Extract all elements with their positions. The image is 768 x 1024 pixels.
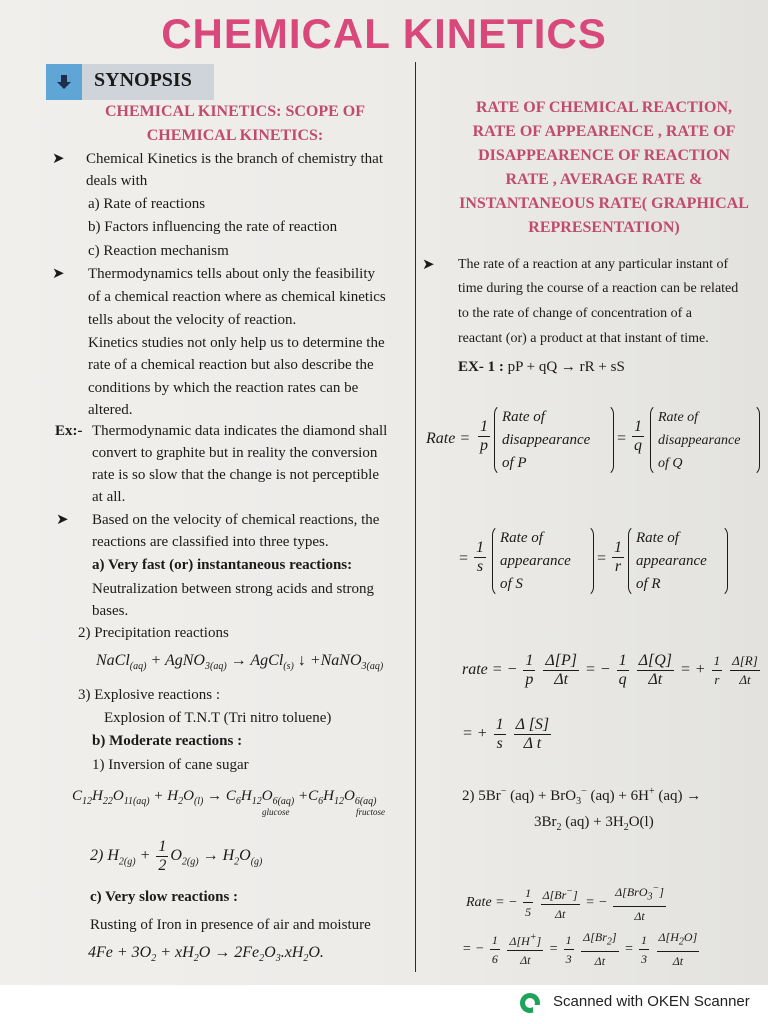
rate-of-text: Rate of <box>500 530 543 546</box>
disappearance-text: disappearance <box>502 432 591 448</box>
list-item: a) Rate of reactions <box>88 196 206 212</box>
equation-cane-sugar: $C_{12}H_{22}O_{11(aq)} + H_2O_{(l)} \to C_6H_{12}O_{6(aq)} +C_6H_{12}O_{6(aq)}$ <box>72 788 377 807</box>
rate-lc: rate <box>462 661 488 679</box>
right-heading-line6: REPRESENTATION) <box>528 219 680 236</box>
fraction-1-over-q: $\frac{1}{q}$ <box>634 418 642 454</box>
rate-of-text: Rate of <box>502 409 545 425</box>
text-line: conditions by which the reaction rates can be <box>88 380 359 396</box>
example-2-products: $3Br_2$ $(aq) + 3H_2O(l)$ <box>534 814 654 833</box>
list-item: 1) Inversion of cane sugar <box>92 757 249 773</box>
text-line: of a chemical reaction where as chemical kinetics <box>88 289 386 305</box>
text-line: altered. <box>88 402 133 418</box>
text-line: The rate of a reaction at any particular instant of <box>458 257 729 272</box>
text-line: rate of a chemical reaction but also describe the <box>88 357 374 373</box>
text-line: Kinetics studies not only help us to determine the <box>88 335 385 351</box>
column-divider <box>415 62 416 972</box>
equation-hydrogen: 2) $H_{2(g)}$ + $\frac{1}{2}$ $O_{2(g)} \to H_2O_{(g)}$ <box>90 838 263 874</box>
example-2-equation: 2) 5Br− (aq) + BrO$_3$− (aq) + 6H+ (aq) → <box>462 786 702 807</box>
subheading-slow: c) Very slow reactions : <box>90 889 239 905</box>
text-line: bases. <box>92 603 129 619</box>
synopsis-box <box>46 64 214 100</box>
appearance-text: appearance <box>500 553 571 569</box>
bullet-icon: ➤ <box>422 257 435 273</box>
rate-word: Rate <box>466 894 492 910</box>
text-line: Thermodynamic data indicates the diamond shall <box>92 423 388 439</box>
example-label: Ex:- <box>55 423 83 439</box>
text-line: time during the course of a reaction can be related <box>458 281 739 296</box>
text-line: Neutralization between strong acids and strong <box>92 581 374 597</box>
of-R-text: of R <box>636 576 661 592</box>
list-item: c) Reaction mechanism <box>88 243 229 259</box>
equals-sign: = <box>596 550 607 567</box>
list-item: 2) Precipitation reactions <box>78 625 229 641</box>
of-Q-text: of Q <box>658 456 683 471</box>
right-heading-line4: RATE , AVERAGE RATE & <box>505 171 703 188</box>
rate-of-text: Rate of <box>636 530 679 546</box>
left-heading-line2: CHEMICAL KINETICS: <box>146 127 324 144</box>
text-line: rate is so slow that the change is not perceptible <box>92 467 379 483</box>
right-heading-line2: RATE OF APPEARENCE , RATE OF <box>472 123 736 140</box>
right-heading-line5: INSTANTANEOUS RATE( GRAPHICAL <box>459 195 749 212</box>
scanner-footer <box>0 985 768 1024</box>
text-line: at all. <box>92 489 126 505</box>
list-item: b) Factors influencing the rate of reaction <box>88 219 338 235</box>
example-2-label: 2) <box>462 788 475 804</box>
appearance-text: appearance <box>636 553 707 569</box>
rate-word: Rate <box>426 430 456 447</box>
left-heading <box>60 100 410 148</box>
right-heading <box>440 96 768 240</box>
rate-expression-2: = + $\frac{1}{s}$ $\frac{\Delta [S]}{\text{Δ t}}$ <box>462 716 550 752</box>
appearance-of-S <box>500 527 571 596</box>
fraction-1-over-p: $\frac{1}{p}$ <box>480 418 488 454</box>
text-line: reactions are classified into three types. <box>92 534 329 550</box>
example-1: EX- 1 : pP + qQ → rR + sS <box>458 359 625 375</box>
subheading-fast: a) Very fast (or) instantaneous reactions: <box>92 557 353 573</box>
appearance-of-R <box>636 527 707 596</box>
text-line: deals with <box>86 173 148 189</box>
fraction-1-over-s: $\frac{1}{s}$ <box>476 539 484 575</box>
text-line: Rusting of Iron in presence of air and moisture <box>90 917 371 933</box>
text-line: reactant (or) a product at that instant of time. <box>458 331 709 346</box>
text-line: convert to graphite but in reality the conversion <box>92 445 378 461</box>
disappearance-of-P <box>502 406 590 475</box>
of-S-text: of S <box>500 576 523 592</box>
down-arrow-icon <box>46 64 82 100</box>
equation-precipitation: NaCl$_{(aq)}$ + AgNO$_{3(aq)}$ → AgCl$_{(s)}$ ↓ +NaNO$_{3(aq)}$ <box>96 652 384 673</box>
subheading-moderate: b) Moderate reactions : <box>92 733 243 749</box>
disappearance-of-Q <box>658 406 740 475</box>
fraction-1-over-r: $\frac{1}{r}$ <box>614 539 622 575</box>
bullet-icon: ➤ <box>56 512 69 528</box>
equation-rusting: $4Fe + 3O_2 + xH_2O \to 2Fe_2O_3.xH_2O$. <box>88 944 324 965</box>
glucose-label: glucose <box>262 807 290 817</box>
left-heading-line1: CHEMICAL KINETICS: SCOPE OF <box>104 103 366 120</box>
text-line: Chemical Kinetics is the branch of chemistry that <box>86 151 383 167</box>
bullet-icon: ➤ <box>52 266 65 282</box>
rate-label: Rate = <box>426 430 471 447</box>
right-heading-line3: DISAPPEARENCE OF REACTION <box>478 147 730 164</box>
rate-expression-1: rate = − $\frac{1}{p}$ $\frac{\Delta[P]}{\Delta t}$ = − $\frac{1}{q}$ $\frac{\Delta[Q]}{\Delta t}$ = + $\frac{1}{r}$ $\frac{\Delta[R]}{\Delta t}$ <box>462 652 758 688</box>
scanner-watermark-text: Scanned with OKEN Scanner <box>553 993 750 1010</box>
bullet-icon: ➤ <box>52 151 65 167</box>
equals-sign: = <box>616 430 627 447</box>
fructose-label: fructose <box>356 807 385 817</box>
synopsis-label: SYNOPSIS <box>94 69 192 91</box>
of-P-text: of P <box>502 455 527 471</box>
example-1-label: EX- 1 : <box>458 359 504 375</box>
list-item: 3) Explosive reactions : <box>78 687 221 703</box>
disappearance-text: disappearance <box>658 433 741 448</box>
rate-of-text: Rate of <box>658 410 699 425</box>
rate-expression-3: Rate = − $\frac{1}{5}$ $\frac{\Delta[Br^-]}{\Delta t}$ = − $\frac{\Delta[BrO_3^-]}{\Delta t}$ <box>466 880 668 925</box>
page-title: CHEMICAL KINETICS <box>161 10 607 57</box>
text-line: to the rate of change of concentration of a <box>458 306 693 321</box>
text-line: Based on the velocity of chemical reactions, the <box>92 512 380 528</box>
rate-expression-4: = − $\frac{1}{6}$ $\frac{\Delta[H^+]}{\Delta t}$ = $\frac{1}{3}$ $\frac{\Delta[Br_2]}{\Delta t}$ = $\frac{1}{3}$ $\frac{\Delta[H_2O]}{\Delta t}$ <box>462 930 698 969</box>
equals-sign: = <box>458 550 469 567</box>
oken-scanner-logo-icon <box>519 992 541 1014</box>
text-line: Explosion of T.N.T (Tri nitro toluene) <box>104 710 332 726</box>
text-line: Thermodynamics tells about only the feasibility <box>88 266 376 282</box>
text-line: tells about the velocity of reaction. <box>88 312 297 328</box>
right-heading-line1: RATE OF CHEMICAL REACTION, <box>475 99 733 116</box>
